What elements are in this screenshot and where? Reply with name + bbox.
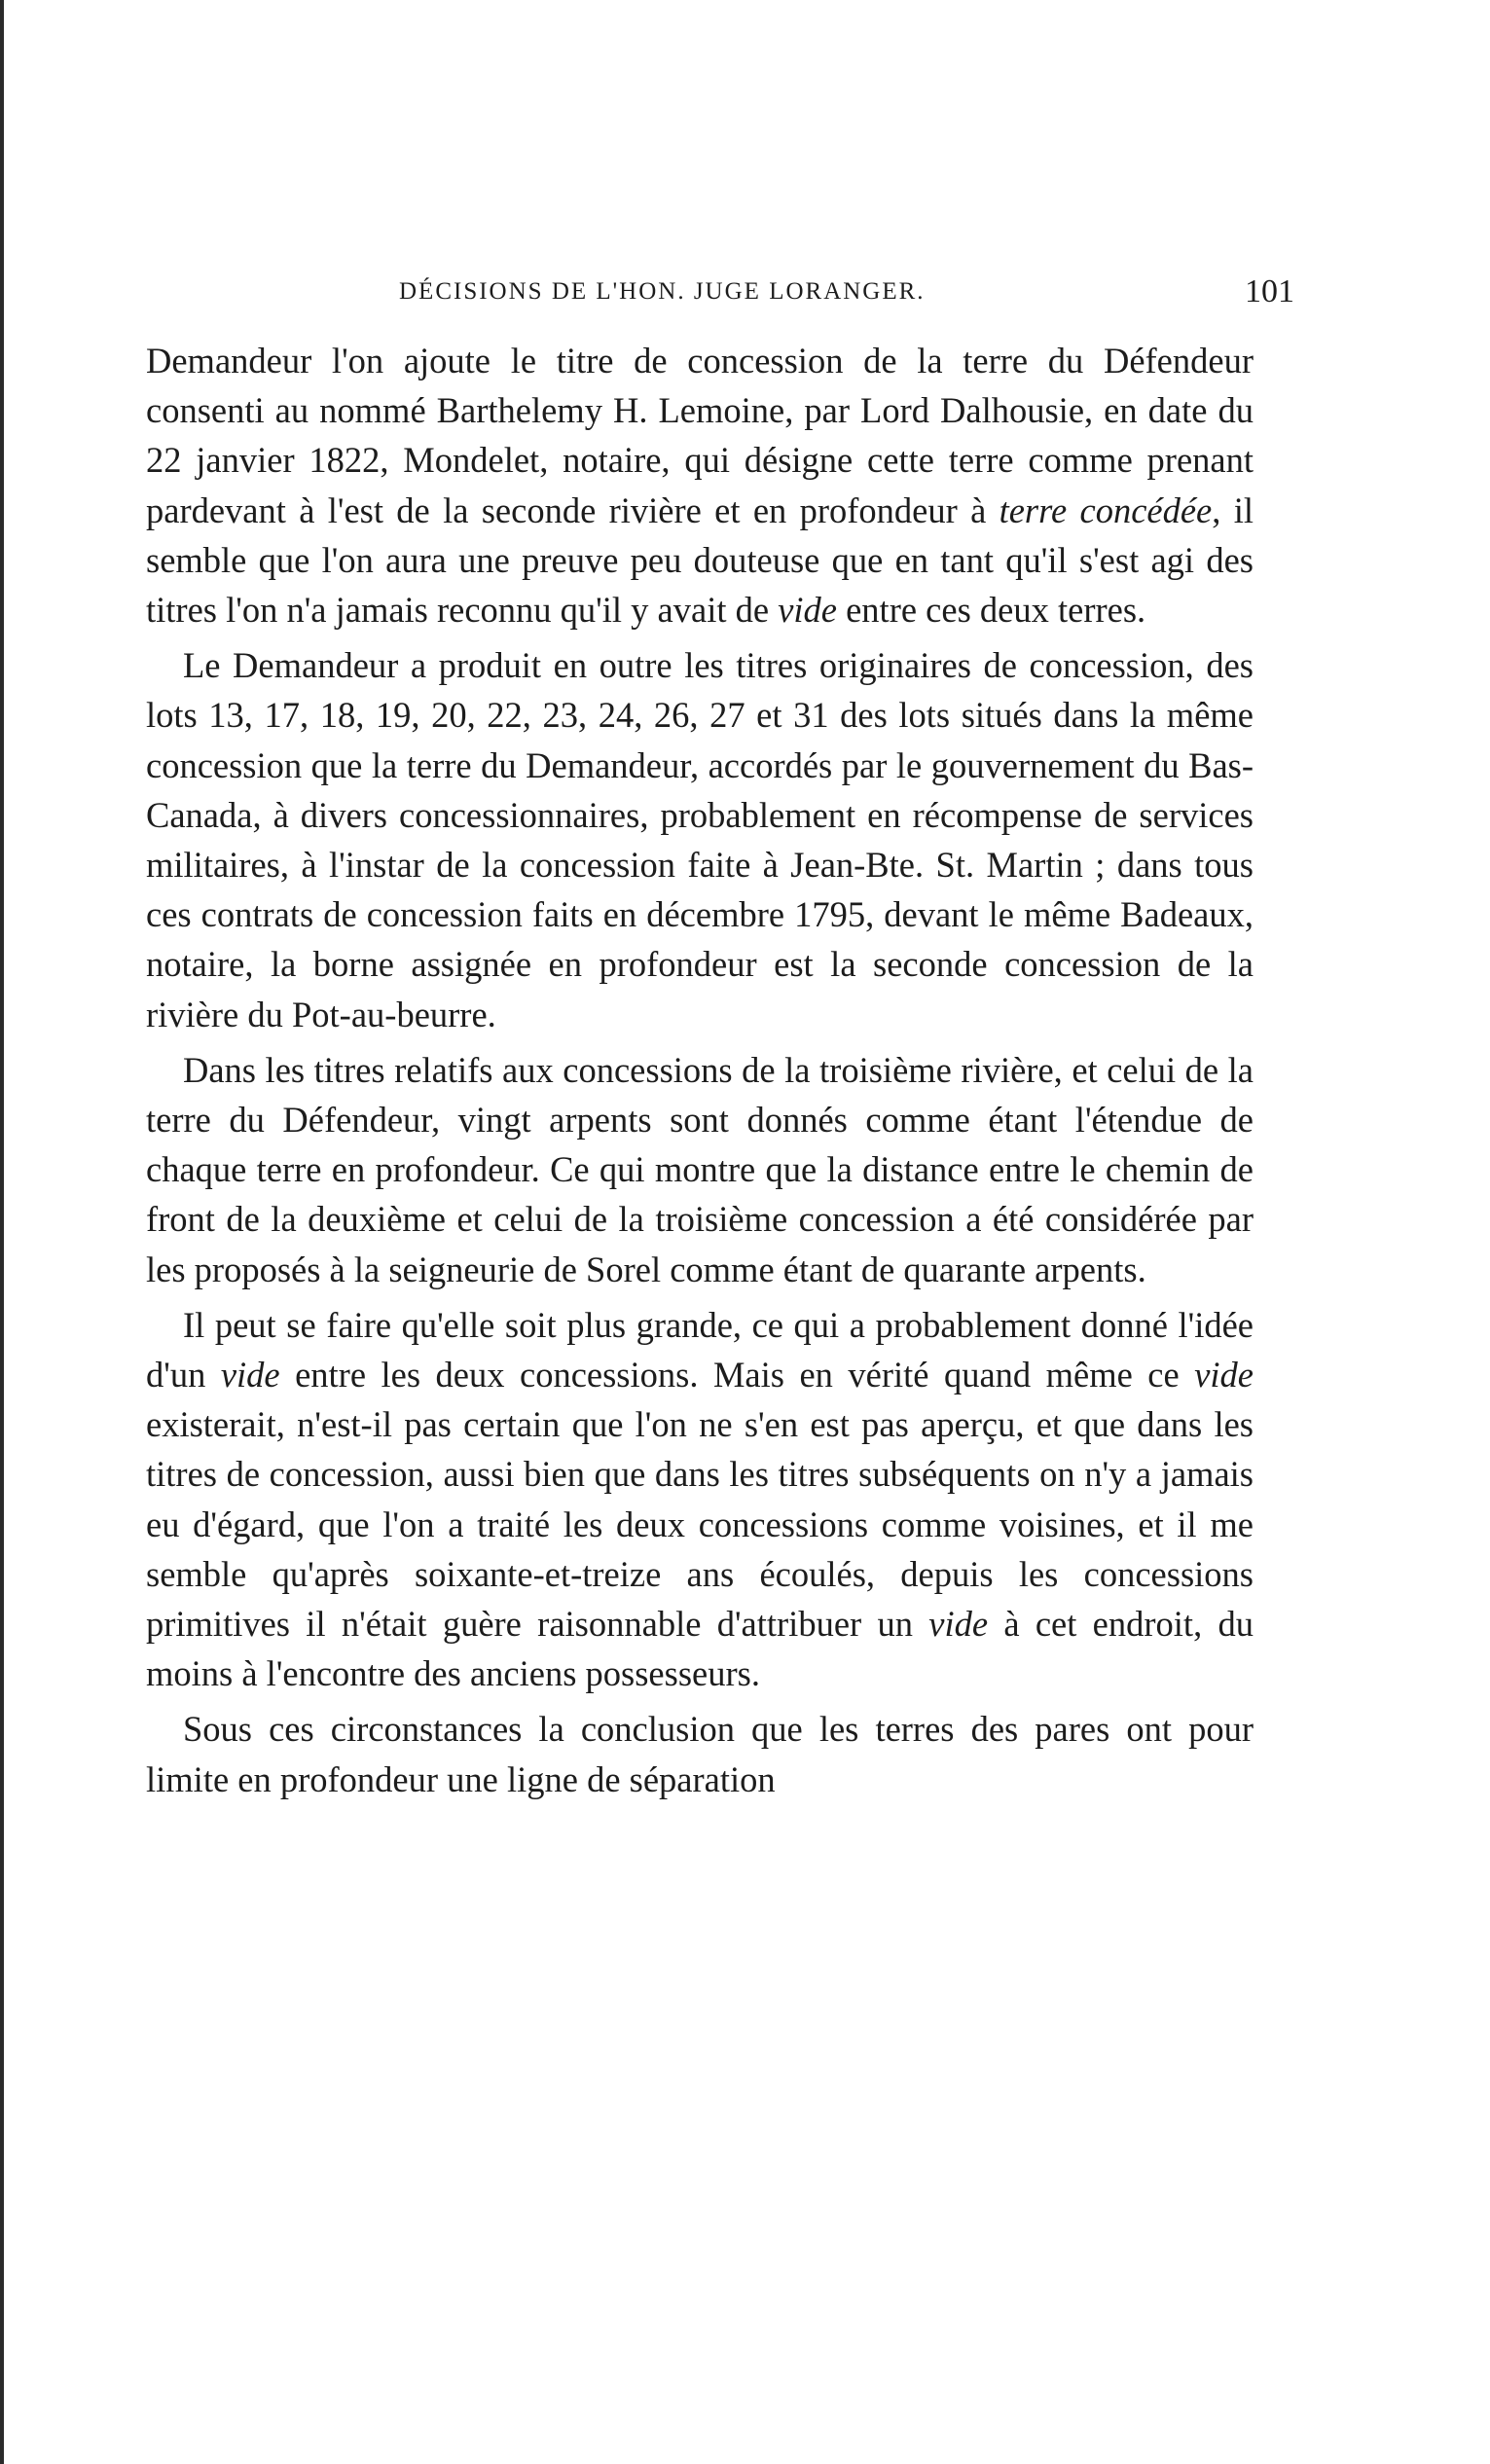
paragraph-4-italic-vide-2: vide <box>1194 1355 1254 1395</box>
paragraph-2-text: Le Demandeur a produit en outre les titres originaires de concession, des lots 13, 17, 18, 19, 20, 22, 23, 24, 26, 27 et 31 des lots situés dans la même concession que la terre du Demandeur, accordés par le gouvernement du Bas-Canada, à divers concessionnaires, probablement en récompense de services militaires, à l'instar de la concession faite à Jean-Bte. St. Martin ; dans tous ces contrats de concession faits en décembre 1795, devant le même Badeaux, notaire, la borne assignée en profondeur est la seconde concession de la rivière du Pot-au-beurre. <box>146 645 1254 1034</box>
paragraph-1-text-1: Demandeur l'on ajoute le titre de concession de la terre du Défendeur consenti au nommé Barthelemy H. Lemoine, par Lord Dalhousie, en date du 22 janvier 1822, Mondelet, notaire, qui désigne cette terre comme prenant pardevant à l'est de la seconde rivière et en profondeur à <box>146 341 1254 530</box>
paragraph-4-text-3: existerait, n'est-il pas certain que l'on ne s'en est pas aperçu, et que dans les titres de concession, aussi bien que dans les titres subséquents on n'y a jamais eu d'égard, que l'on a traité les deux concessions comme voisines, et il me semble qu'après soixante-et-treize ans écoulés, depuis les concessions primitives il n'était guère raisonnable d'attribuer un <box>146 1404 1254 1645</box>
paragraph-2 <box>146 640 1254 1039</box>
paragraph-5-text: Sous ces circonstances la conclusion que les terres des pares ont pour limite en profondeur une ligne de séparation <box>146 1709 1254 1799</box>
paragraph-4-text-2: entre les deux concessions. Mais en vérité quand même ce <box>279 1355 1195 1395</box>
body-text <box>146 336 1254 1810</box>
page-edge-rule <box>0 0 4 2464</box>
page-header <box>399 271 1294 313</box>
paragraph-5 <box>146 1704 1254 1803</box>
paragraph-4-italic-vide-3: vide <box>928 1604 989 1645</box>
paragraph-1-italic-terre-concedee: terre concédée <box>999 489 1213 530</box>
paragraph-3-text: Dans les titres relatifs aux concessions de la troisième rivière, et celui de la terre du Défendeur, vingt arpents sont donnés comme étant l'étendue de chaque terre en profondeur. Ce qui montre que la distance entre le chemin de front de la deuxième et celui de la troisième concession a été considérée par les proposés à la seigneurie de Sorel comme étant de quarante arpents. <box>146 1049 1254 1289</box>
paragraph-4-italic-vide-1: vide <box>220 1355 280 1395</box>
paragraph-1-italic-vide: vide <box>778 590 837 631</box>
paragraph-4-text-1: Il peut se faire qu'elle soit plus grande, ce qui a probablement donné l'idée d'un <box>146 1304 1254 1395</box>
paragraph-4-text-4: à cet endroit, du moins à l'encontre des anciens possesseurs. <box>146 1604 1254 1694</box>
paragraph-4 <box>146 1300 1254 1699</box>
running-title: DÉCISIONS DE L'HON. JUGE LORANGER. <box>399 278 926 305</box>
paragraph-1-text-3: entre ces deux terres. <box>836 590 1146 631</box>
paragraph-1 <box>146 336 1254 634</box>
paragraph-1-text-2: , il semble que l'on aura une preuve peu douteuse que en tant qu'il s'est agi des titres l'on n'a jamais reconnu qu'il y avait de <box>146 489 1254 631</box>
paragraph-3 <box>146 1045 1254 1294</box>
page-number: 101 <box>1245 273 1294 309</box>
